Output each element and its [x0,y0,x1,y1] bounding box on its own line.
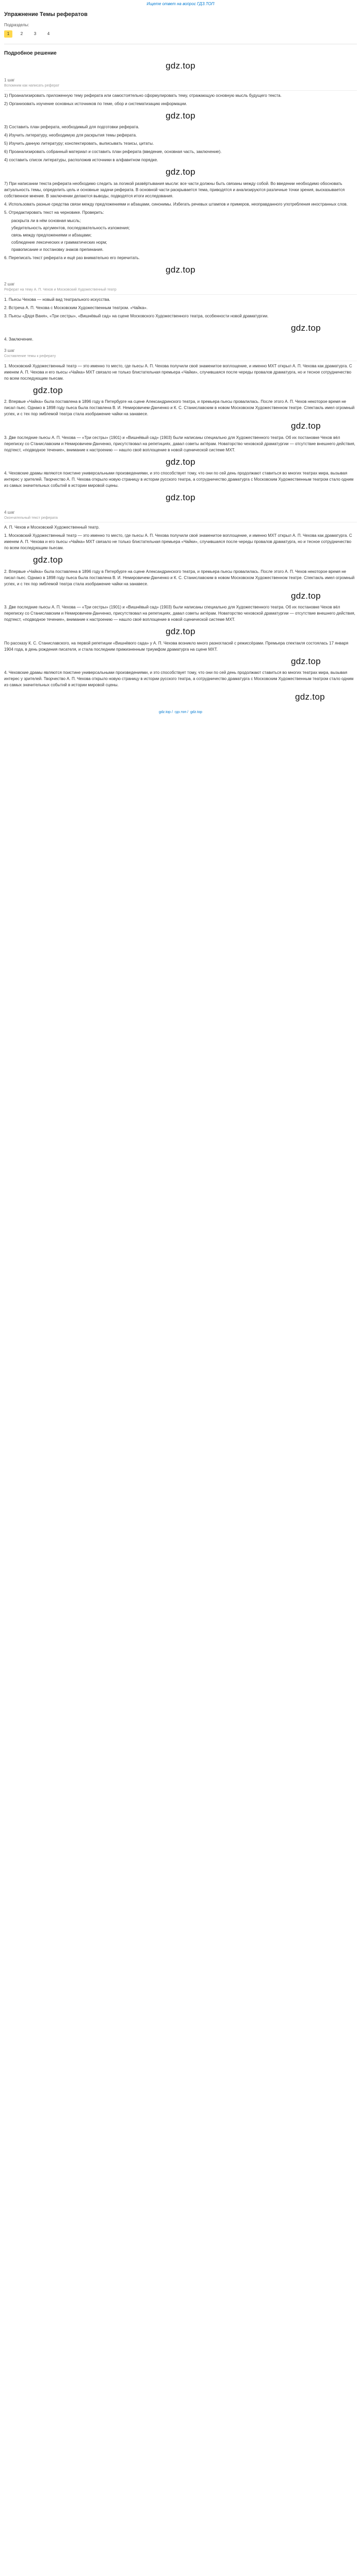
watermark: gdz.top [291,323,321,333]
step-header: Реферат на тему А. П. Чехов и Московский Художественный театр [4,287,357,295]
page-title: Упражнение Темы рефератов [4,11,88,18]
watermark: gdz.top [166,110,195,121]
plan-item: 2. Встреча А. П. Чехова с Московским Художественным театром. «Чайка». [4,305,148,310]
watermark: gdz.top [166,264,195,275]
paragraph: 2) Организовать изучение основных источников по теме, обор и систематизацию информации. [4,101,187,106]
watermark: gdz.top [166,167,195,177]
page-4[interactable]: 4 [47,31,50,36]
solution-heading: Подробное решение [4,50,57,56]
paragraph: 4. Чеховские драмы являются поистине универсальными произведениями, и это способствует тому, что они по сей день продолжают ставиться во многих театрах мира, вызывая интерес у зрителей. Творчество А. П. Чехова открыло новую страницу в истории русского театра, а сотрудничество драматурга с Московским Художественным театром стало одним из самых значительных событий в истории мировой сцены. [4,471,354,488]
watermark: gdz.top [33,385,63,395]
footer-link[interactable]: gdz.top [190,710,202,714]
watermark: gdz.top [166,626,195,636]
plan-item: 4. Заключение. [4,337,34,342]
page-3[interactable]: 3 [34,31,37,36]
step-header: Вспомним как написать реферат [4,83,357,91]
page-1[interactable]: 1 [4,30,12,38]
paragraph: 6) Проанализировать собранный материал и составить план реферата (введение, основная часть, заключение). [4,149,222,154]
paragraph: 7) При написании текста реферата необходимо следить за логикой развёртывания мысли: все части должны быть связаны между собой. Во введении необходимо обосновать актуальность темы, определить цель и основные задачи реферата. В основной части раскрывается тема, приводятся и анализируются различные точки зрения, высказывается собственное мнение. В заключении делаются выводы, подводятся итоги исследования. [4,181,345,198]
paragraph: А. П. Чехов и Московский Художественный театр. [4,525,100,530]
watermark: gdz.top [291,656,321,666]
watermark: gdz.top [295,692,325,702]
paragraph: 2. Впервые «Чайка» была поставлена в 1896 году в Петербурге на сцене Александринского театра, и премьера пьесы провалилась. После этого А. П. Чехов некоторое время не писал пьес. Однако в 1898 году пьеса была поставлена В. И. Немировичем-Данченко и К. С. Станиславским в новом Московском Художественном театре. Спектакль имел огромный успех, и с тех пор эмблемой театра стала изображение чайки на занавесе. [4,399,355,416]
watermark: gdz.top [33,555,63,565]
paragraph: 3. Две последние пьесы А. П. Чехова — «Три сестры» (1901) и «Вишнёвый сад» (1903) были написаны специально для Художественного театра. Об их постановке Чехов вёл переписку со Станиславским и Немировичем-Данченко, присутствовал на репетициях, давал советы актёрам. Новаторство чеховской драматургии — отсутствие внешнего действия, подтекст, «подводное течение», внимание к настроению — нашло своё воплощение в новой сценической системе МХТ. [4,605,355,622]
paragraph: 4) Изучить литературу, необходимую для раскрытия темы реферата. [4,133,137,138]
list-item: раскрыта ли в нём основная мысль; [11,218,81,223]
list-item: убедительность аргументов, последовательность изложения; [11,225,130,230]
watermark: gdz.top [291,421,321,431]
footer-link[interactable]: гдз.топ [174,710,187,714]
step-header: Составление темы к реферату [4,354,357,361]
list-item: правописание и постановку знаков препинания. [11,247,104,252]
plan-item: 1. Пьесы Чехова — новый вид театрального искусства. [4,297,110,302]
step-3 [4,348,357,489]
paragraph: 5. Отредактировать текст на черновике. Проверить: [4,210,104,215]
step-2 [4,281,357,343]
step-label: 1 шаг [4,78,15,82]
paragraph: 6. Переписать текст реферата и ещё раз внимательно его перечитать. [4,255,140,260]
paragraph: 1) Проанализировать приложенную тему реферата или самостоятельно сформулировать тему, отражающую основную мысль будущего текста. [4,93,282,98]
pagination-label: Подразделы: [4,22,29,27]
paragraph: 5) Изучить данную литературу; конспектировать, выписывать тезисы, цитаты. [4,141,154,146]
watermark: gdz.top [166,456,195,467]
step-label: 3 шаг [4,348,15,353]
plan-item: 3. Пьесы «Дядя Ваня», «Три сестры», «Вишнёвый сад» на сцене Московского Художественного театра, особенности новой драматургии. [4,313,269,318]
watermark: gdz.top [166,493,195,502]
step-4 [4,510,357,689]
watermark: gdz.top [166,60,195,71]
top-link[interactable]: Ищете ответ на вопрос ГДЗ.ТОП [146,2,215,6]
page [0,0,361,720]
paragraph: 4. Чеховские драмы являются поистине универсальными произведениями, и это способствует тому, что они по сей день продолжают ставиться во многих театрах мира, вызывая интерес у зрителей. Творчество А. П. Чехова открыло новую страницу в истории русского театра, а сотрудничество драматурга с Московским Художественным театром стало одним из самых значительных событий в истории мировой сцены. [4,670,354,687]
watermark: gdz.top [291,590,321,601]
paragraph: 3) Составить план реферата, необходимый для подготовки реферата. [4,125,140,129]
list-item: связь между предложениями и абзацами; [11,232,92,238]
paragraph: По рассказу К. С. Станиславского, на первой репетиции «Вишнёвого сада» у А. П. Чехова возникло много разногласий с режиссёрами. Премьера спектакля состоялась 17 января 1904 года, в день рождения писателя, и стала последним прижизненным триумфом драматурга на сцене МХТ. [4,640,349,652]
step-1 [4,77,357,261]
paragraph: 3. Две последние пьесы А. П. Чехова — «Три сестры» (1901) и «Вишнёвый сад» (1903) были написаны специально для Художественного театра. Об их постановке Чехов вёл переписку со Станиславским и Немировичем-Данченко, присутствовал на репетициях, давал советы актёрам. Новаторство чеховской драматургии — отсутствие внешнего действия, подтекст, «подводное течение», внимание к настроению — нашло своё воплощение в новой сценической системе МХТ. [4,435,355,452]
pagination [4,30,361,38]
footer-link[interactable]: gdz.top [158,710,171,714]
footer: gdz.top / гдз.топ / gdz.top [158,710,202,714]
paragraph: 2. Впервые «Чайка» была поставлена в 1896 году в Петербурге на сцене Александринского театра, и премьера пьесы провалилась. После этого А. П. Чехов некоторое время не писал пьес. Однако в 1898 году пьеса была поставлена В. И. Немировичем-Данченко и К. С. Станиславским в новом Московском Художественном театре. Спектакль имел огромный успех, и с тех пор эмблемой театра стала изображение чайки на занавесе. [4,569,355,586]
step-label: 2 шаг [4,282,15,286]
step-label: 4 шаг [4,510,15,515]
paragraph: 4. Использовать разные средства связи между предложениями и абзацами, синонимы. Избегать речевых штампов и примеров, неоправданного употребления иностранных слов. [4,201,348,207]
step-header: Окончательный текст реферата [4,516,357,523]
paragraph: 4) составить список литературы, расположив источники в алфавитном порядке. [4,158,158,162]
paragraph: 1. Московский Художественный театр — это именно то место, где пьесы А. П. Чехова получили своё знаменитое воплощение, и именно МХТ открыл А. П. Чехова как драматурга. С именем А. П. Чехова и его пьесы «Чайка» МХТ связало не только блистательная премьера «Чайки», случившаяся после череды провалов драматурга, но и тесное сотрудничество по всем последующим пьесам. [4,363,352,381]
page-2[interactable]: 2 [20,31,23,36]
list-item: соблюдение лексических и грамматических норм; [11,240,107,245]
paragraph: 1. Московский Художественный театр — это именно то место, где пьесы А. П. Чехова получили своё знаменитое воплощение, и именно МХТ открыл А. П. Чехова как драматурга. С именем А. П. Чехова и его пьесы «Чайка» МХТ связало не только блистательная премьера «Чайки», случившаяся после череды провалов драматурга, но и тесное сотрудничество по всем последующим пьесам. [4,533,352,550]
